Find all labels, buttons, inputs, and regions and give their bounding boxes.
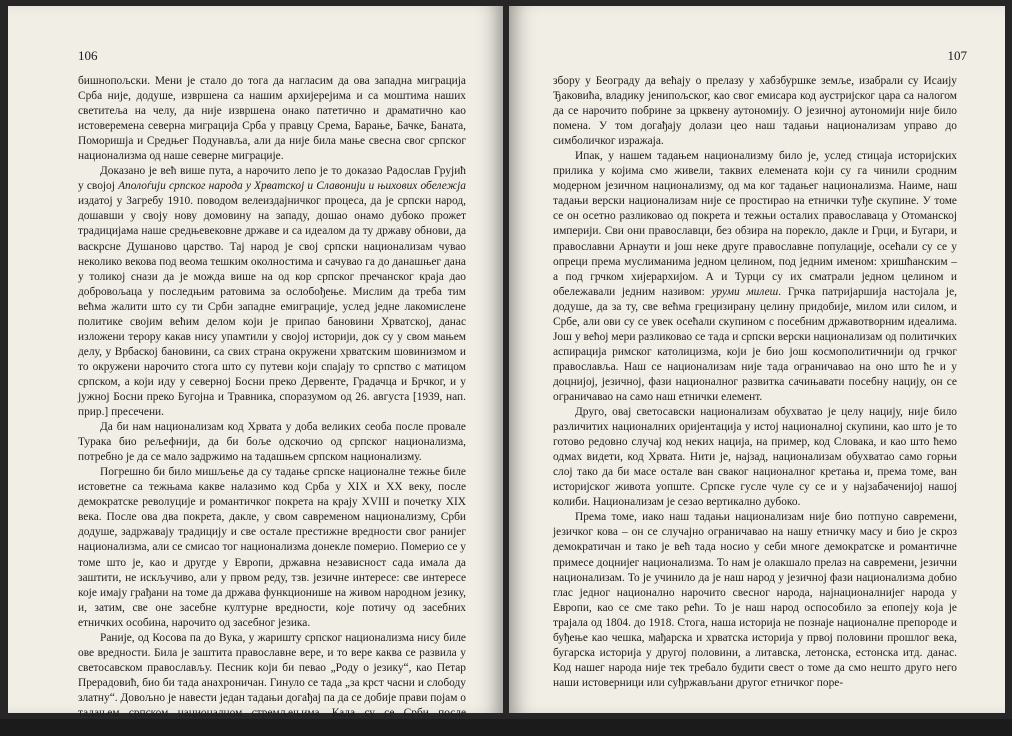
term-italic: уруми милеш xyxy=(711,285,779,298)
left-page-text xyxy=(78,74,466,736)
paragraph-lead: Ипак, у нашем тадањем национализму било је, услед стицаја историјских прилика у којима смо живели, таквих елемената који су га чинили сродним модерном језичном национализму, од ма ког тадањег национализма. Наиме, наш тадањи верски национализам није се простирао на етнички туђе скупине. У томе се он осетно разликовао од покрета и тежњи осталих православаца у Отоманској империји. Сви они православци, без обзира на порекло, дакле и Грци, и Бугари, и православни Арнаути и још неке друге православне популације, осећали су се у опреци према муслиманима једном целином, под једним именом: хришћанским – а под грчком хијерархијом. А и Турци су их сматрали једном целином и обележавали једним називом: xyxy=(553,150,957,298)
paragraph: Друго, овај светосавски национализам обухватао је целу нацију, није било различитих националних оријентација у истој националној скупини, као што је то готово редовно случај код неких нација, на пример, код Словака, и као што ћемо одмах видети, код Хрвата. Нити је, најзад, национализам обухватао само горњи слој тако да би масе остале ван сваког националног кретања и, према томе, ван историјског живота уопште. Српске гусле чуле су се и у најзабаченијој нашој колиби. Национализам је сезао вертикално дубоко. xyxy=(553,406,957,509)
page-number-right: 107 xyxy=(947,48,967,63)
paragraph-rest: издатој у Загребу 1910. поводом велеиздајничког процеса, да је српски народ, дошавши у своју нову домовину на западу, дошао онамо дубоко прожет традицијама наше средњевековне државе и са идеалом да ту државу обнови, да васкрсне Душаново царство. Тај народ је свој српски национализам чувао неколико векова под веома тешким околностима и сачувао га до данашњег дана у толикој снази да је можда више на од кор српског пречанског краја дао добровољаца у последњим ратовима за ослобођење. Мислим да треба тим већма жалити што су ти Срби западне емиграције, услед једне лакомислене политике својим већим делом који је припао бановини Хрватској, данас изложени терору какав нису упамтили у својој историји, док су у свом мањем делу, у Врбаској бановини, са свих страна окружени хрватским шовинизмом и то окружени нарочито стога што су путеви који спајају то српство с матицом српском, а који иду у северној Босни преко Дервенте, Градачца и Брчког, и у јужној Босни преко Бугојна и Травника, споразумом од 26. августа [1939, нап. прир.] пресечени. xyxy=(78,195,466,419)
book-title-italic: Аполоѓији српског народа у Хрватској и Славонији и њихових обележја xyxy=(118,180,466,193)
right-page-text xyxy=(553,74,957,691)
paragraph: Да би нам национализам код Хрвата у доба великих сеоба после провале Турака био рељефнији, да би боље одскочио од српског национализма, потребно је да се мало задржимо на тадашњем српском национализму. xyxy=(78,421,466,464)
page-number-left: 106 xyxy=(78,48,98,63)
paragraph xyxy=(78,164,466,420)
paragraph: збору у Београду да већају о прелазу у хабзбуршке земље, изабрали су Исаију Ђаковића, владику јенипољског, као свог емисара код аустријског цара са налогом да се нарочито побрине за црквену аутономију. О језичној аутономији није било помена. У том догађају долази цео наш тадањи национализам управо до симболичког изражаја. xyxy=(553,75,957,148)
right-page xyxy=(509,6,1005,713)
paragraph: Према томе, иако наш тадањи национализам није био потпуно савремени, језичког кова – он се случајно ограничавао на нашу етничку масу и био је скроз демократичан и тако је већ тада носио у себи многе демократске и романтичне примесе доцнијег национализма. То нам је олакшало прелаз на савремени, језични национализам. То је учинило да је наш народ у језичној фази национализма добио глас једног национално нарочито свесног народа, најнационалнијег народа у Европи, као се сме тако рећи. То је наш народ оспособило за епопеју која је трајала од 1804. до 1918. Стога, наша историја не познаје националне препороде и буђење као чешка, мађарска и хрватска историја у првој половини прошлог века, бугарска историја у другој половини, а литавска, летонска, естонска итд. данас. Код нашег народа није тек требало будити свест о томе да смо нешто друго него наши истоверници или суђржављани другог етничког поре- xyxy=(553,511,957,689)
paragraph-rest: . Грчка патријаршија настојала је, додуше, да за ту, све већма грецизирану целину придобије, милом или силом, и Србе, али ови су се увек осећали скупином с посебним државотворним идеалима. Још у већој мери разликовао се тада и српски верски национализам од политичких аспирација римског католицизма, који је био још космополитичнији од грчког православља. Наш се национализам није тада ограничавао на оно што ће и у доцнијој, језичној, фази националног развитка сачињавати посебну нацију, он се ограничавао на само наш етнички елемент. xyxy=(553,285,957,403)
paragraph: Раније, од Косова па до Вука, у жаришту српског национализма нису биле ове вредности. Била је заштита православне вере, и то вере каква се развила у светосавском православљу. Песник који би певао „Роду о језику“, као Петар Прерадовић, био би тада анахроничан. Гинуло се тада „за крст часни и слободу златну“. Довољно је навести један тадањи догађај па да се добије прави поjам о тадањем српском националном стремљењима. Када су се Срби после чарнојевићске сеобе састали дана 18. јуна 1690. на xyxy=(78,631,466,735)
left-page xyxy=(8,6,503,735)
paragraph: бишнопољски. Мени је стало до тога да нагласим да ова западна миграција Срба није, додуше, извршена са нашим архијерејима и са моштима наших светитеља на челу, да није извршена онако патетично и драматично као истоверемена северна миграција Срба у правцу Срема, Барање, Бачке, Баната, Поморишја и Средњег Подунавља, али да није била мање свесна свог српског национализма од наше северне миграције. xyxy=(78,75,466,163)
paragraph xyxy=(553,149,957,405)
paragraph: Погрешно би било мишљење да су тадање српске националне тежње биле истоветне са тежњама какве налазимо код Срба у XIX и XX веку, после демократске револуције и романтичког покрета на крају XVIII и почетку XIX века. После ова два покрета, дакле, у свом савременом национализму, Срби додуше, задржавају традицију и све остале престижне вредности свог ранијег национализма, али се смисао тог национализма донекле померио. Померио се у томе што је, као и другде у Европи, државна независност сада имала да заштити, не искључиво, али у првом реду, тзв. језичне интересе: све интересе које имају грађани на томе да држава функционише на живом народном језику, и, затим, све оне засебне културне вредности, које потичу од засебних етничких особина, нарочито од засебног језика. xyxy=(78,466,466,629)
paragraph-lead: Доказано је већ више пута, а нарочито лепо је то доказао Радослав Грујић у својој xyxy=(78,165,466,193)
